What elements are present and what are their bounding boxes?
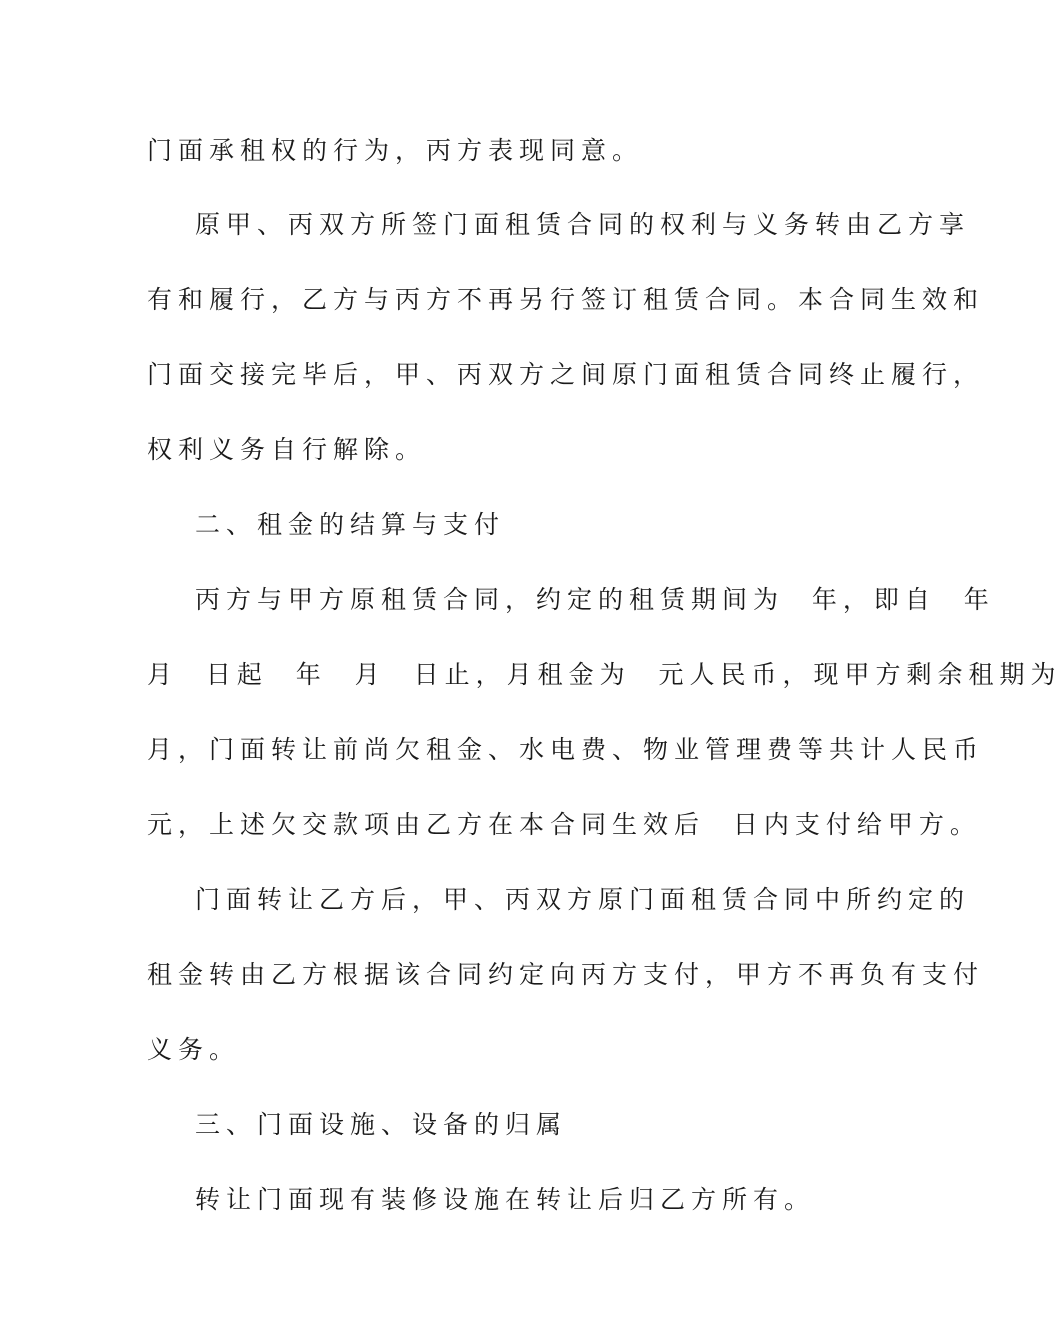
- section-heading: 二、租金的结算与支付: [195, 510, 506, 539]
- text-line: 转让门面现有装修设施在转让后归乙方所有。: [195, 1185, 816, 1214]
- text-line: 月 日起 年 月 日止，月租金为 元人民币，现甲方剩余租期为: [147, 660, 1061, 689]
- text-line: 租金转由乙方根据该合同约定向丙方支付，甲方不再负有支付: [147, 960, 985, 989]
- text-line: 门面交接完毕后，甲、丙双方之间原门面租赁合同终止履行，: [147, 360, 985, 389]
- text-line: 门面转让乙方后，甲、丙双方原门面租赁合同中所约定的: [195, 885, 971, 914]
- text-line: 元，上述欠交款项由乙方在本合同生效后 日内支付给甲方。: [147, 810, 981, 839]
- text-line: 门面承租权的行为，丙方表现同意。: [147, 136, 644, 165]
- text-line: 月，门面转让前尚欠租金、水电费、物业管理费等共计人民币: [147, 735, 985, 764]
- text-line: 权利义务自行解除。: [147, 435, 427, 464]
- section-heading: 三、门面设施、设备的归属: [195, 1110, 568, 1139]
- text-line: 原甲、丙双方所签门面租赁合同的权利与义务转由乙方享: [195, 210, 971, 239]
- text-line: 有和履行，乙方与丙方不再另行签订租赁合同。本合同生效和: [147, 285, 985, 314]
- text-line: 丙方与甲方原租赁合同，约定的租赁期间为 年，即自 年: [195, 585, 995, 614]
- text-line: 义务。: [147, 1035, 241, 1064]
